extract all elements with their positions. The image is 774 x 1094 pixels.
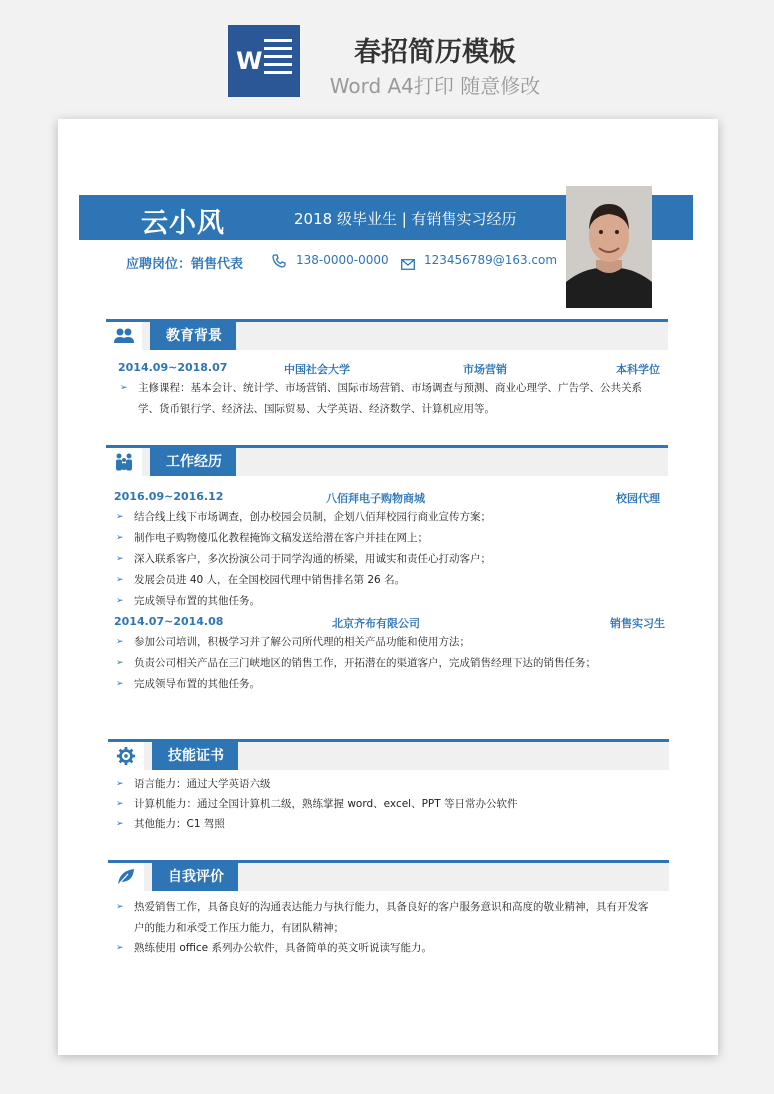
arrow-bullet-icon: ➢ (116, 575, 124, 585)
edu-school: 中国社会大学 (284, 363, 350, 376)
job-1-bullet: ➢ 完成领导布置的其他任务。 (116, 591, 260, 612)
job-2-date: 2014.07~2014.08 (114, 615, 224, 628)
word-logo-letter: W (236, 47, 263, 75)
phone-icon (272, 253, 286, 272)
phone-number: 138-0000-0000 (296, 253, 389, 267)
arrow-bullet-icon: ➢ (120, 383, 128, 393)
edu-courses (120, 378, 670, 420)
arrow-bullet-icon: ➢ (116, 679, 124, 689)
arrow-bullet-icon: ➢ (116, 637, 124, 647)
banner-title: 春招简历模板 (354, 37, 516, 68)
banner-subtitle: Word A4打印 随意修改 (329, 74, 541, 98)
section-education (106, 319, 668, 350)
job-1-bullet: ➢ 制作电子购物傻瓜化教程掩饰文稿发送给潜在客户并挂在网上； (116, 528, 428, 549)
people-icon (106, 322, 142, 350)
arrow-bullet-icon: ➢ (116, 554, 124, 564)
envelope-icon (401, 255, 415, 274)
section-title-self-evaluation: 自我评价 (152, 863, 238, 891)
section-title-work: 工作经历 (150, 448, 236, 476)
job-1-date: 2016.09~2016.12 (114, 490, 224, 503)
arrow-bullet-icon: ➢ (116, 512, 124, 522)
job-1-role: 校园代理 (616, 492, 660, 505)
edu-major: 市场营销 (463, 363, 507, 376)
job-2-bullet: ➢ 负责公司相关产品在三门峡地区的销售工作，开拓潜在的渠道客户，完成销售经理下达的销售任务； (116, 653, 596, 674)
skill-item: ➢ 语言能力：通过大学英语六级 (116, 774, 271, 795)
arrow-bullet-icon: ➢ (116, 596, 124, 606)
arrow-bullet-icon: ➢ (116, 819, 124, 829)
job-1-bullet: ➢ 结合线上线下市场调查，创办校园会员制，企划八佰拜校园行商业宣传方案； (116, 507, 491, 528)
word-logo (228, 25, 300, 97)
arrow-bullet-icon: ➢ (116, 943, 124, 953)
skill-item: ➢ 其他能力：C1 驾照 (116, 814, 225, 835)
job-2-role: 销售实习生 (610, 617, 665, 630)
word-logo-lines (264, 39, 292, 79)
gear-icon (108, 742, 144, 770)
section-title-skills: 技能证书 (152, 742, 238, 770)
job-2-bullet: ➢ 完成领导布置的其他任务。 (116, 674, 260, 695)
self-eval-item (116, 897, 676, 939)
edu-degree: 本科学位 (616, 363, 660, 376)
job-1-company: 八佰拜电子购物商城 (326, 492, 425, 505)
leaf-icon (108, 863, 144, 891)
section-self-evaluation (108, 860, 669, 891)
section-title-education: 教育背景 (150, 322, 236, 350)
section-skills (108, 739, 669, 770)
job-2-bullet: ➢ 参加公司培训，积极学习并了解公司所代理的相关产品功能和使用方法； (116, 632, 470, 653)
arrow-bullet-icon: ➢ (116, 799, 124, 809)
edu-courses-line-2: 学、货币银行学、经济法、国际贸易、大学英语、经济数学、计算机应用等。 (138, 403, 495, 415)
arrow-bullet-icon: ➢ (116, 533, 124, 543)
edu-courses-line-1: 主修课程：基本会计、统计学、市场营销、国际市场营销、市场调查与预测、商业心理学、广告学、公共关系 (138, 382, 642, 394)
target-position: 应聘岗位：销售代表 (126, 257, 244, 272)
arrow-bullet-icon: ➢ (116, 902, 124, 912)
candidate-tagline: 2018 级毕业生 | 有销售实习经历 (294, 210, 517, 228)
candidate-name: 云小风 (141, 208, 225, 239)
job-1-bullet: ➢ 发展会员进 40 人，在全国校园代理中销售排名第 26 名。 (116, 570, 405, 591)
self-eval-item: ➢ 熟练使用 office 系列办公软件，具备简单的英文听说读写能力。 (116, 938, 432, 959)
job-1-bullet: ➢ 深入联系客户，多次扮演公司于同学沟通的桥梁，用诚实和责任心打动客户； (116, 549, 491, 570)
skill-item: ➢ 计算机能力：通过全国计算机二级，熟练掌握 word、excel、PPT 等日常办公软件 (116, 794, 518, 815)
job-2-company: 北京齐布有限公司 (332, 617, 420, 630)
edu-date: 2014.09~2018.07 (118, 361, 228, 374)
self-eval-line-1: 热爱销售工作，具备良好的沟通表达能力与执行能力，具备良好的客户服务意识和高度的敬业精神，具有开发客 (134, 901, 649, 913)
profile-photo (566, 186, 652, 308)
self-eval-line-2: 户的能力和承受工作压力能力，有团队精神； (134, 922, 344, 934)
team-icon (106, 448, 142, 476)
arrow-bullet-icon: ➢ (116, 658, 124, 668)
arrow-bullet-icon: ➢ (116, 779, 124, 789)
resume-page (58, 119, 718, 1055)
section-work (106, 445, 668, 476)
email-address: 123456789@163.com (424, 253, 558, 267)
